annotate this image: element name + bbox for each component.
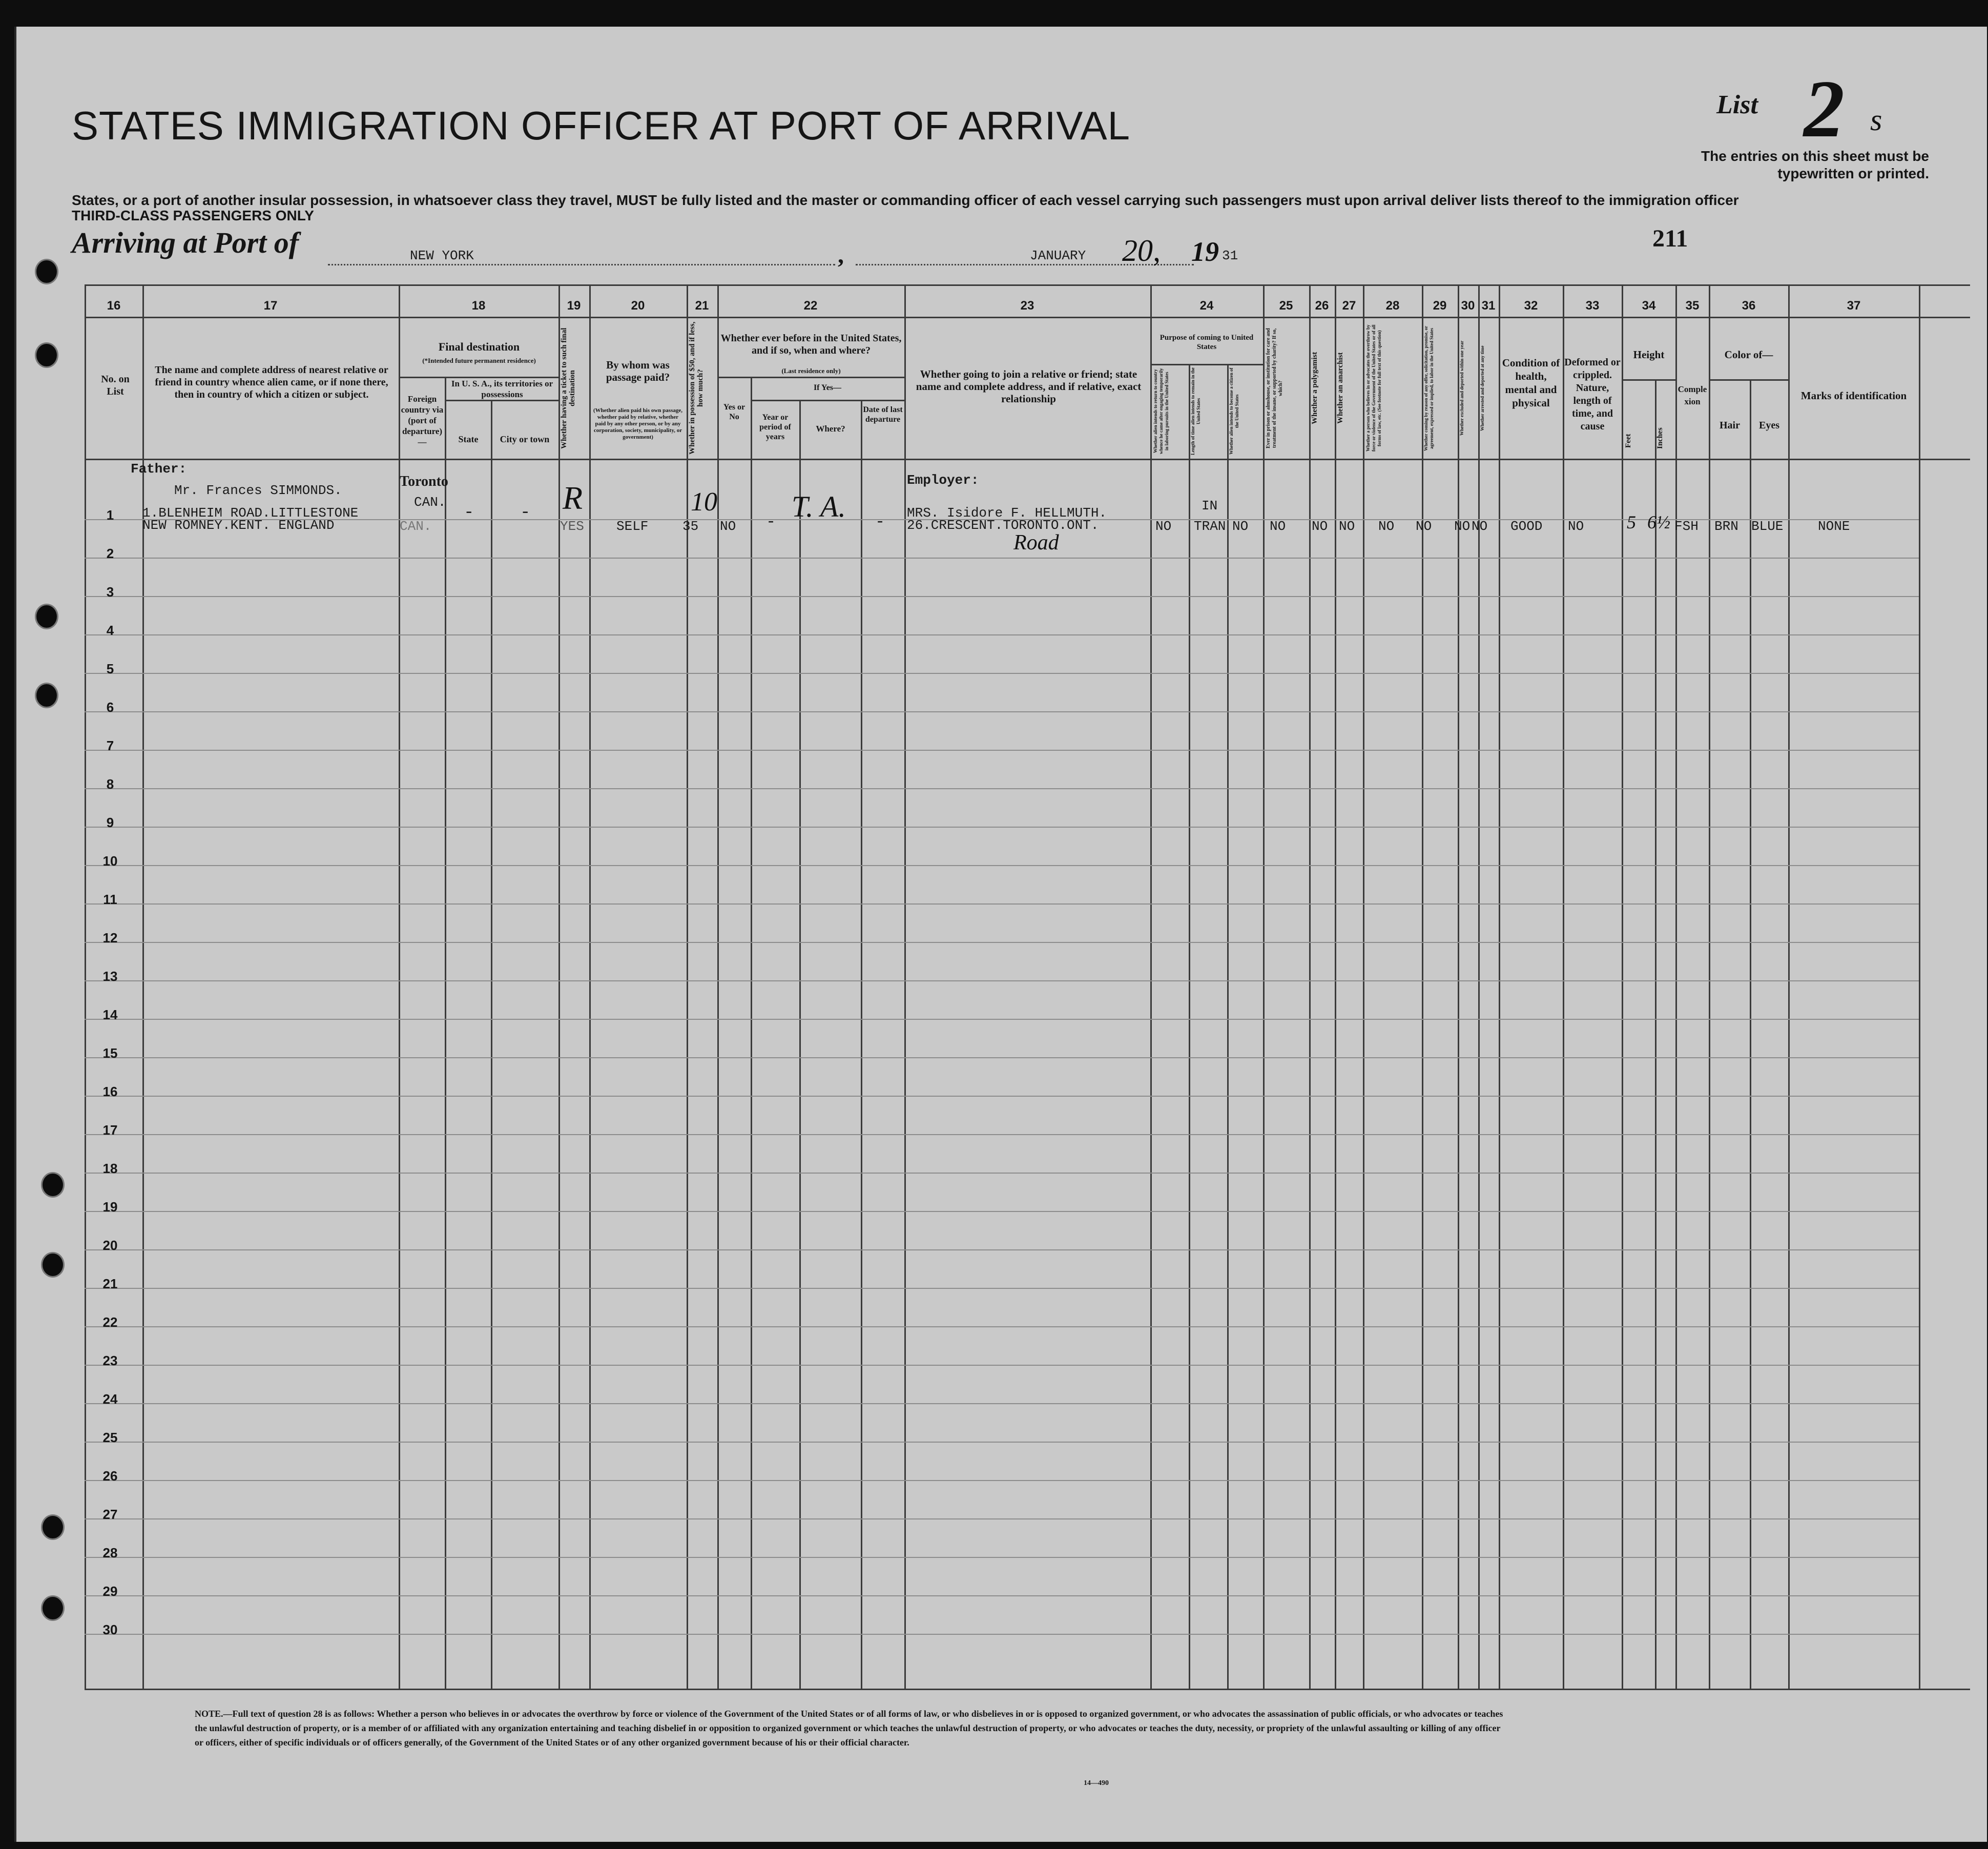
entry-anarchist: NO (1339, 519, 1355, 534)
header-bottom-border (85, 459, 1970, 460)
col-num: 33 (1585, 299, 1600, 313)
col-num: 23 (1020, 299, 1034, 313)
row-rule (85, 711, 1919, 712)
day-value: 20, (1122, 234, 1161, 268)
punch-hole (41, 1514, 65, 1540)
row-rule (85, 1249, 1919, 1250)
row-rule (85, 1634, 1919, 1635)
col-line (1655, 379, 1656, 1689)
row-rule (85, 750, 1919, 751)
entry-before-where: T. A. (792, 490, 846, 523)
row-rule (85, 1403, 1919, 1404)
port-value: NEW YORK (410, 248, 474, 263)
entry-hair: BRN (1714, 519, 1738, 534)
header-ticket: Whether having a ticket to such final destination (560, 327, 576, 449)
col-num: 34 (1642, 299, 1656, 313)
col-num: 37 (1847, 299, 1861, 313)
punch-hole (41, 1172, 65, 1198)
row-number: 2 (106, 546, 114, 561)
col-num: 29 (1433, 299, 1447, 313)
col-line (1709, 284, 1710, 1689)
col-line (1458, 284, 1459, 1689)
table-top-border (85, 284, 1970, 286)
entry-eyes: BLUE (1751, 519, 1784, 534)
entry-money: 35 (682, 519, 699, 534)
row-rule (85, 1019, 1919, 1020)
col-line (1150, 284, 1152, 1689)
header-final-destination: Final destination (438, 340, 520, 353)
row-number: 12 (102, 930, 118, 946)
entry-name: Mr. Frances SIMMONDS. (174, 483, 342, 498)
month-value: JANUARY (1030, 248, 1086, 263)
row-rule (85, 634, 1919, 635)
col-line (1622, 284, 1623, 1689)
header-excluded: Whether excluded and deported within one year (1459, 340, 1464, 436)
entry-foreign-country-2: CAN. (400, 519, 432, 534)
row-rule (85, 1288, 1919, 1289)
header-purpose-return: Whether alien intends to return to country whence he came after engaging temporarily in laboring pursuits in the United States (1153, 368, 1169, 455)
row-rule (85, 903, 1919, 905)
comma: , (838, 241, 844, 269)
header-labor-offer: Whether coming by reason of any offer, solicitation, promise, or agreement, expressed or implied, to labor in the United States (1423, 325, 1434, 451)
col-line (1563, 284, 1564, 1689)
row-number: 3 (106, 584, 114, 600)
entry-purpose-return: NO (1155, 519, 1172, 534)
entry-join-2: 26.CRESCENT.TORONTO.ONT. (907, 518, 1099, 533)
header-foreign-country: Foreign country via (port of departure)— (401, 394, 444, 447)
entry-state: - (464, 503, 474, 523)
col-num: 28 (1385, 299, 1400, 313)
entry-ticket-mark: R (563, 480, 583, 516)
header-passage-paid-note: (Whether alien paid his own passage, whether paid by relative, whether paid by any other person, or by any corporation, society, municipality, or government) (593, 407, 682, 440)
page-title: STATES IMMIGRATION OFFICER AT PORT OF ARRIVAL (72, 103, 1131, 148)
col-num: 17 (263, 299, 278, 313)
col-num: 35 (1685, 299, 1700, 313)
entry-feet: 5 (1627, 512, 1636, 532)
col-line (1478, 284, 1480, 1689)
header-polygamist: Whether a polygamist (1311, 352, 1319, 425)
header-inches: Inches (1656, 427, 1664, 449)
entry-join-label: Employer: (907, 472, 979, 488)
entry-paid-by: SELF (616, 519, 649, 534)
row-rule (85, 980, 1919, 981)
row-rule (85, 1326, 1919, 1327)
row-rule (85, 673, 1919, 674)
row-rule (85, 1480, 1919, 1481)
sub-divider (1709, 379, 1788, 381)
row-rule (85, 788, 1919, 789)
col-num: 26 (1315, 299, 1329, 313)
row-rule (85, 942, 1919, 943)
header-anarchist: Whether an anarchist (1336, 352, 1344, 424)
column-number-divider (85, 317, 1970, 318)
arriving-label: Arriving at Port of (72, 226, 299, 259)
col-line (1189, 364, 1190, 1689)
entry-purpose-citizen: NO (1232, 519, 1249, 534)
col-num: 19 (567, 299, 581, 313)
year-prefix: 19 (1191, 236, 1219, 267)
col-line (491, 400, 492, 1689)
col-line (717, 284, 719, 1689)
row-number: 1 (106, 507, 114, 523)
row-number: 4 (106, 623, 114, 638)
entry-labor: NO (1416, 519, 1432, 534)
entry-purpose-length-2: TRAN (1194, 519, 1226, 534)
row-number: 11 (103, 892, 117, 907)
list-suffix: s (1870, 103, 1882, 137)
row-number: 25 (102, 1430, 118, 1445)
row-number: 9 (106, 815, 114, 830)
header-passage-paid: By whom was passage paid? (606, 359, 670, 383)
port-line (328, 264, 835, 265)
col-num: 25 (1279, 299, 1293, 313)
col-line (85, 284, 86, 1689)
header-no-on-list: No. on List (101, 374, 130, 397)
col-line (861, 400, 862, 1689)
entry-money-hand: 10 (691, 487, 717, 517)
entry-complexion: FSH (1674, 519, 1699, 534)
row-rule (85, 1442, 1919, 1443)
entry-prison: NO (1270, 519, 1286, 534)
entries-note: The entries on this sheet must be typewritten or printed. (1701, 148, 1929, 181)
col-line (445, 377, 446, 1689)
entry-foreign-city: Toronto (400, 474, 448, 489)
row-number: 13 (102, 969, 118, 984)
row-number: 26 (102, 1468, 118, 1484)
sub-divider (751, 400, 904, 401)
list-label: List (1716, 90, 1758, 119)
row-number: 16 (102, 1084, 118, 1099)
row-rule (85, 596, 1919, 597)
col-line (1675, 284, 1677, 1689)
row-rule (85, 1518, 1919, 1519)
sub-divider (445, 400, 558, 401)
row-number: 29 (102, 1584, 118, 1599)
row-number: 5 (106, 661, 114, 676)
col-num: 16 (107, 299, 121, 313)
row-number: 23 (102, 1353, 118, 1368)
row-rule (85, 865, 1919, 866)
row-number: 22 (102, 1314, 118, 1330)
row-number: 20 (102, 1238, 118, 1253)
entry-marks: NONE (1818, 519, 1850, 534)
header-money: Whether in possession of $50, and if less, how much? (688, 321, 705, 455)
instructions-text: States, or a port of another insular possession, in whatsoever class they travel, MUST be fully listed and the master or commanding officer of each vessel carrying such passengers must upon arrival deliver lists thereof to the immigration officer (72, 192, 1739, 208)
row-number: 21 (102, 1276, 118, 1291)
header-yes-or-no: Yes or No (723, 403, 745, 421)
list-number: 2 (1804, 63, 1845, 154)
row-rule (85, 1211, 1919, 1212)
col-line (1335, 284, 1336, 1689)
sub-divider (1622, 379, 1675, 381)
header-last-residence: (Last residence only) (781, 367, 841, 375)
row-number: 30 (102, 1622, 118, 1637)
row-rule (85, 1365, 1919, 1366)
header-date-departure: Date of last departure (863, 405, 903, 424)
entry-purpose-length-1: IN (1202, 498, 1218, 513)
entry-before-yes-no: NO (720, 519, 736, 534)
entry-relation: Father: (131, 461, 187, 477)
form-number: 14—490 (1084, 1779, 1109, 1787)
col-line (589, 284, 591, 1689)
header-year-period: Year or period of years (759, 413, 791, 441)
col-line (1227, 364, 1229, 1689)
sub-divider (1150, 364, 1263, 365)
row-number: 24 (102, 1391, 118, 1407)
col-line (1309, 284, 1311, 1689)
row-number: 14 (102, 1007, 118, 1022)
header-overthrow: Whether a person who believes in or advocates the overthrow by force or violence of the Government of the United States or of all forms of law, etc. (See footnote for full text of this question) (1365, 324, 1382, 452)
entry-join-hand: Road (1013, 531, 1059, 554)
row-number: 6 (106, 700, 114, 715)
col-line (1499, 284, 1500, 1689)
header-going-to-join: Whether going to join a relative or friend; state name and complete address, and if relative, exact relationship (916, 368, 1142, 405)
header-prison: Ever in prison or almshouse, or institution for care and treatment of the insane, or supported by charity? If so, which? (1266, 328, 1283, 448)
entry-before-year: - (766, 512, 776, 531)
header-if-yes: If Yes— (813, 383, 842, 392)
entry-before-date: - (875, 512, 885, 531)
row-number: 8 (106, 776, 114, 792)
punch-hole (41, 1252, 65, 1278)
punch-hole (35, 683, 58, 708)
header-city: City or town (500, 434, 550, 444)
row-rule (85, 1096, 1919, 1097)
header-health: Condition of health, mental and physical (1502, 357, 1560, 409)
entry-city: - (520, 503, 531, 523)
punch-hole (35, 604, 58, 629)
entry-inches: 6½ (1647, 512, 1670, 532)
year-suffix: 31 (1222, 248, 1238, 263)
punch-hole (35, 342, 58, 368)
col-line (904, 284, 906, 1689)
header-height: Height (1633, 348, 1665, 361)
row-number: 28 (102, 1545, 118, 1560)
col-num: 36 (1742, 299, 1756, 313)
col-num: 30 (1461, 299, 1475, 313)
row-rule (85, 558, 1919, 559)
entry-excluded: NO (1454, 519, 1471, 534)
header-hair: Hair (1720, 420, 1740, 431)
col-line (399, 284, 400, 1689)
header-purpose-length: Length of time alien intends to remain in the United States (1190, 367, 1201, 455)
col-num: 22 (803, 299, 818, 313)
header-eyes: Eyes (1759, 420, 1779, 431)
entry-address-2: NEW ROMNEY.KENT. ENGLAND (142, 518, 335, 533)
sheet-number: 211 (1652, 225, 1688, 252)
col-line (1263, 284, 1265, 1689)
row-rule (85, 1057, 1919, 1058)
col-num: 24 (1199, 299, 1214, 313)
header-purpose-citizen: Whether alien intends to become a citizen of the United States (1229, 367, 1239, 455)
row-number: 15 (102, 1045, 118, 1061)
col-line (1363, 284, 1364, 1689)
col-num: 27 (1342, 299, 1356, 313)
col-line (1750, 379, 1751, 1689)
header-arrested: Whether arrested and deported at any time (1480, 345, 1485, 431)
row-rule (85, 827, 1919, 828)
row-rule (85, 1595, 1919, 1596)
col-num: 18 (471, 299, 486, 313)
entry-deformed: NO (1568, 519, 1584, 534)
col-line (687, 284, 688, 1689)
entry-join-1: MRS. Isidore F. HELLMUTH. (907, 505, 1107, 521)
header-final-destination-note: (*Intended future permanent residence) (422, 357, 536, 364)
punch-hole (35, 259, 58, 284)
entry-health: GOOD (1510, 519, 1543, 534)
footnote: NOTE.—Full text of question 28 is as follows: Whether a person who believes in or advocates the overthrow by force or violence of the Government of the United States or of all forms of law, or who disbelieves in or is opposed to organized government, or who advocates the assassination of public officials, or who advocates or teaches the unlawful destruction of property, or is a member of or affiliated with any organization entertaining and teaching disbelief in or opposition to organized government or which teaches the unlawful destruction of property, or who advocates or teaches the duty, necessity, or propriety of the unlawful assaulting or killing of any officer or officers, either of specific individuals or of officers generally, of the Government of the United States or of any other organized government because of his or their official character. (195, 1709, 1503, 1748)
entry-ticket: YES (560, 519, 584, 534)
header-nearest-relative: The name and complete address of nearest relative or friend in country whence alien came, or if none there, then in country of which a citizen or subject. (155, 364, 388, 400)
col-line (142, 284, 144, 1689)
entry-overthrow: NO (1378, 519, 1395, 534)
col-line (1919, 284, 1920, 1689)
col-line (1422, 284, 1423, 1689)
class-note: THIRD-CLASS PASSENGERS ONLY (72, 208, 314, 223)
header-purpose: Purpose of coming to United States (1159, 334, 1254, 351)
entry-foreign-country: CAN. (414, 495, 446, 510)
header-in-usa: In U. S. A., its territories or possessions (451, 379, 553, 399)
row-rule (85, 1173, 1919, 1174)
row-number: 17 (102, 1122, 118, 1138)
table-bottom-border (85, 1689, 1970, 1690)
header-ever-before: Whether ever before in the United States, and if so, when and where? (720, 333, 902, 356)
header-deformed: Deformed or crippled. Nature, length of time, and cause (1564, 357, 1621, 432)
header-where: Where? (816, 424, 845, 434)
row-number: 19 (102, 1199, 118, 1215)
entry-address-1: 1.BLENHEIM ROAD.LITTLESTONE (142, 505, 359, 521)
header-feet: Feet (1624, 434, 1632, 448)
col-num: 31 (1481, 299, 1496, 313)
col-num: 21 (695, 299, 709, 313)
header-complexion: Complexion (1678, 384, 1707, 406)
row-number: 27 (102, 1507, 118, 1522)
col-num: 32 (1524, 299, 1538, 313)
col-line (751, 377, 752, 1689)
row-number: 18 (102, 1161, 118, 1176)
row-number: 7 (106, 738, 114, 753)
entry-polygamist: NO (1312, 519, 1328, 534)
row-rule (85, 1134, 1919, 1135)
col-line (799, 400, 801, 1689)
header-marks: Marks of identification (1800, 389, 1907, 402)
punch-hole (41, 1595, 65, 1621)
col-line (558, 284, 560, 1689)
col-line (1788, 284, 1790, 1689)
col-num: 20 (631, 299, 645, 313)
row-rule (85, 1557, 1919, 1558)
header-state: State (458, 434, 479, 444)
entry-arrested: NO (1472, 519, 1488, 534)
header-color-of: Color of— (1724, 348, 1773, 361)
row-number: 10 (102, 853, 118, 869)
